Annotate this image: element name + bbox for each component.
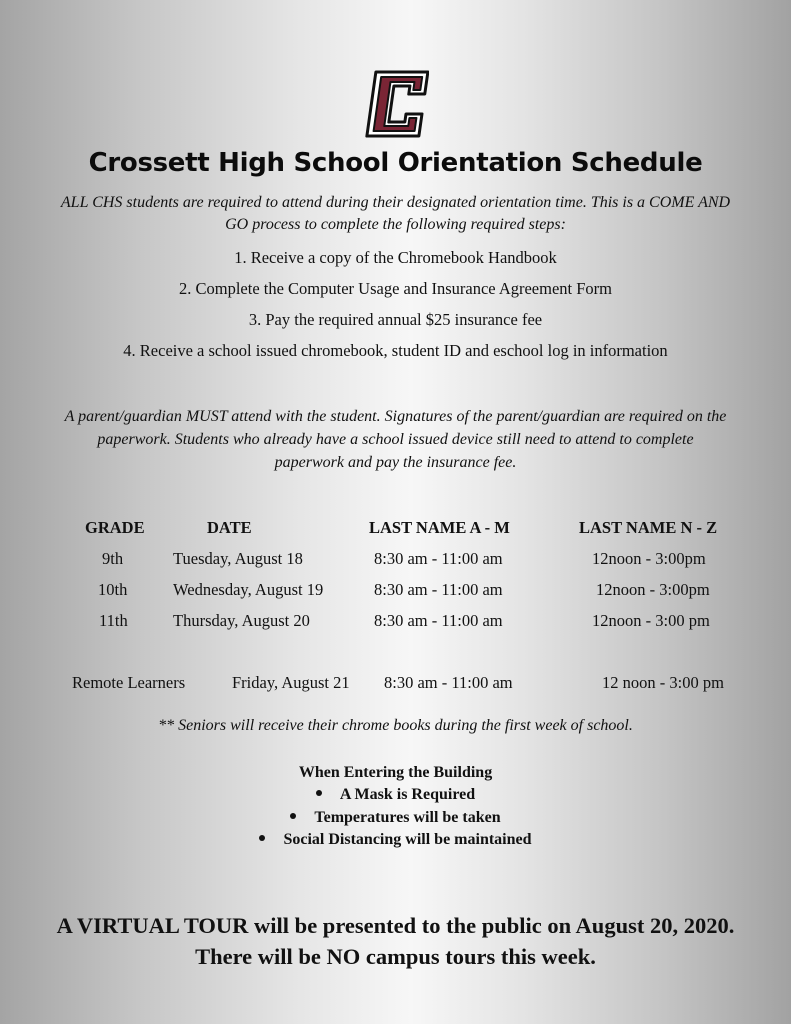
header-date: DATE	[207, 518, 252, 537]
list-item	[0, 809, 791, 832]
rule-text: Social Distancing will be maintained	[283, 831, 532, 848]
date-cell: Thursday, August 20	[173, 611, 310, 630]
step-item: 3. Pay the required annual $25 insurance fee	[248, 310, 543, 329]
schedule-header-row	[0, 518, 791, 542]
n-z-time-cell: 12noon - 3:00pm	[596, 580, 710, 599]
virtual-tour-notice: A VIRTUAL TOUR will be presented to the public on August 20, 2020. There will be NO campus tours this week.	[56, 913, 735, 969]
n-z-time-cell: 12noon - 3:00pm	[592, 549, 706, 568]
table-row	[0, 549, 791, 573]
list-item	[0, 831, 791, 854]
header-last-name-n-z: LAST NAME N - Z	[579, 518, 718, 537]
bullet-icon	[290, 813, 296, 819]
page-title: Crossett High School Orientation Schedule	[88, 148, 703, 178]
step-item: 1. Receive a copy of the Chromebook Handbook	[234, 248, 557, 267]
date-cell: Wednesday, August 19	[173, 580, 324, 599]
remote-date-cell: Friday, August 21	[232, 673, 350, 692]
remote-a-m-time-cell: 8:30 am - 11:00 am	[384, 673, 513, 692]
rule-text: Temperatures will be taken	[314, 808, 501, 826]
header-last-name-a-m: LAST NAME A - M	[369, 518, 510, 537]
remote-grade-cell: Remote Learners	[72, 673, 186, 692]
table-row	[0, 580, 791, 604]
header-grade: GRADE	[85, 518, 145, 537]
parent-notice: A parent/guardian MUST attend with the student. Signatures of the parent/guardian are required on the paperwork. Students who already have a school issued device still need to attend to complete paperwork and pay the insurance fee.	[64, 408, 727, 471]
required-steps-list	[0, 247, 791, 371]
date-cell: Tuesday, August 18	[173, 549, 303, 568]
list-item	[0, 786, 791, 809]
remote-learners-row	[0, 673, 791, 697]
a-m-time-cell: 8:30 am - 11:00 am	[374, 580, 503, 599]
school-logo	[361, 64, 429, 144]
grade-cell: 11th	[99, 611, 128, 630]
a-m-time-cell: 8:30 am - 11:00 am	[374, 549, 503, 568]
a-m-time-cell: 8:30 am - 11:00 am	[374, 611, 503, 630]
step-item: 4. Receive a school issued chromebook, student ID and eschool log in information	[123, 341, 668, 360]
rule-text: A Mask is Required	[339, 786, 476, 803]
bullet-icon	[259, 835, 265, 841]
remote-n-z-time-cell: 12 noon - 3:00 pm	[602, 673, 724, 692]
entering-rules-list	[0, 786, 791, 854]
table-row	[0, 611, 791, 635]
grade-cell: 9th	[102, 549, 124, 568]
grade-cell: 10th	[98, 580, 128, 599]
entering-heading: When Entering the Building	[298, 764, 493, 781]
intro-text: ALL CHS students are required to attend during their designated orientation time. This is a COME AND GO process to complete the following required steps:	[60, 194, 731, 233]
step-item: 2. Complete the Computer Usage and Insurance Agreement Form	[178, 279, 612, 298]
n-z-time-cell: 12noon - 3:00 pm	[592, 611, 710, 630]
seniors-note: ** Seniors will receive their chrome books during the first week of school.	[158, 717, 633, 734]
bullet-icon	[316, 790, 322, 796]
